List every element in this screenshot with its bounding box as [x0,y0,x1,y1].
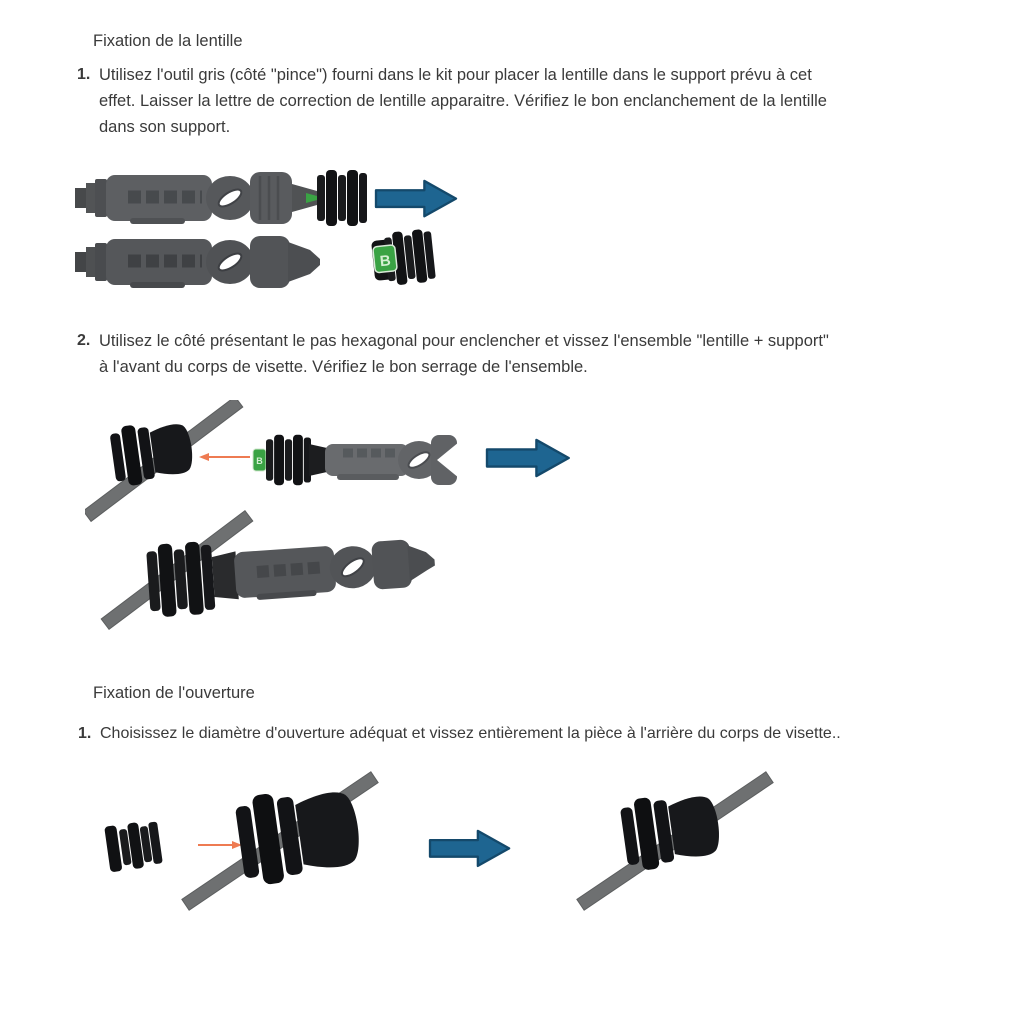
assembled-tool-on-rod-icon [101,511,437,630]
step-number: 2. [77,332,91,349]
arrow-right-icon [376,181,456,216]
gray-tool-pointed-icon [75,236,320,288]
sight-body-on-rod-icon [85,400,243,521]
assembled-sight-on-rod-icon [577,772,773,910]
step-text-line: Utilisez l'outil gris (côté "pince") fourni dans le kit pour placer la lentille dans le support prévu à cet [99,66,812,84]
section-title-lentille: Fixation de la lentille [93,32,243,50]
lens-holder-with-letter-icon [370,228,436,287]
step-text-line: à l'avant du corps de visette. Vérifiez le bon serrage de l'ensemble. [99,358,588,376]
gray-tool-clamp-icon [75,170,367,226]
step-lentille-1 [77,62,827,140]
section-title-ouverture: Fixation de l'ouverture [93,684,255,702]
step-lentille-2 [77,328,829,380]
arrow-right-icon [487,440,569,476]
lens-correction-letter: B [378,252,392,271]
step-text [99,62,827,140]
step-text [100,721,841,747]
step-number: 1. [77,66,91,83]
figure-lens-tool [70,160,490,300]
gray-tool-claw-icon [253,435,459,485]
aperture-piece-icon [104,819,163,872]
threaded-lens-mount-icon [317,170,367,226]
lens-correction-letter-small: B [256,456,263,466]
step-text-line: Utilisez le côté présentant le pas hexagonal pour enclencher et vissez l'ensemble "lentille + support" [99,332,829,350]
arrow-right-icon [430,831,509,866]
step-number: 1. [78,725,92,742]
insert-direction-arrow-icon [198,841,242,849]
insert-direction-arrow-icon [199,453,250,461]
figure-aperture-screwing [95,765,795,945]
step-ouverture-1 [78,721,841,747]
step-text-line: dans son support. [99,118,231,136]
step-text-line: Choisissez le diamètre d'ouverture adéquat et vissez entièrement la pièce à l'arrière du corps de visette.. [100,725,841,742]
step-text [99,328,829,380]
step-text-line: effet. Laisser la lettre de correction de lentille apparaitre. Vérifiez le bon enclanchement de la lentille [99,92,827,110]
sight-body-on-rod-icon [182,772,378,910]
figure-lens-screwing [85,400,585,640]
